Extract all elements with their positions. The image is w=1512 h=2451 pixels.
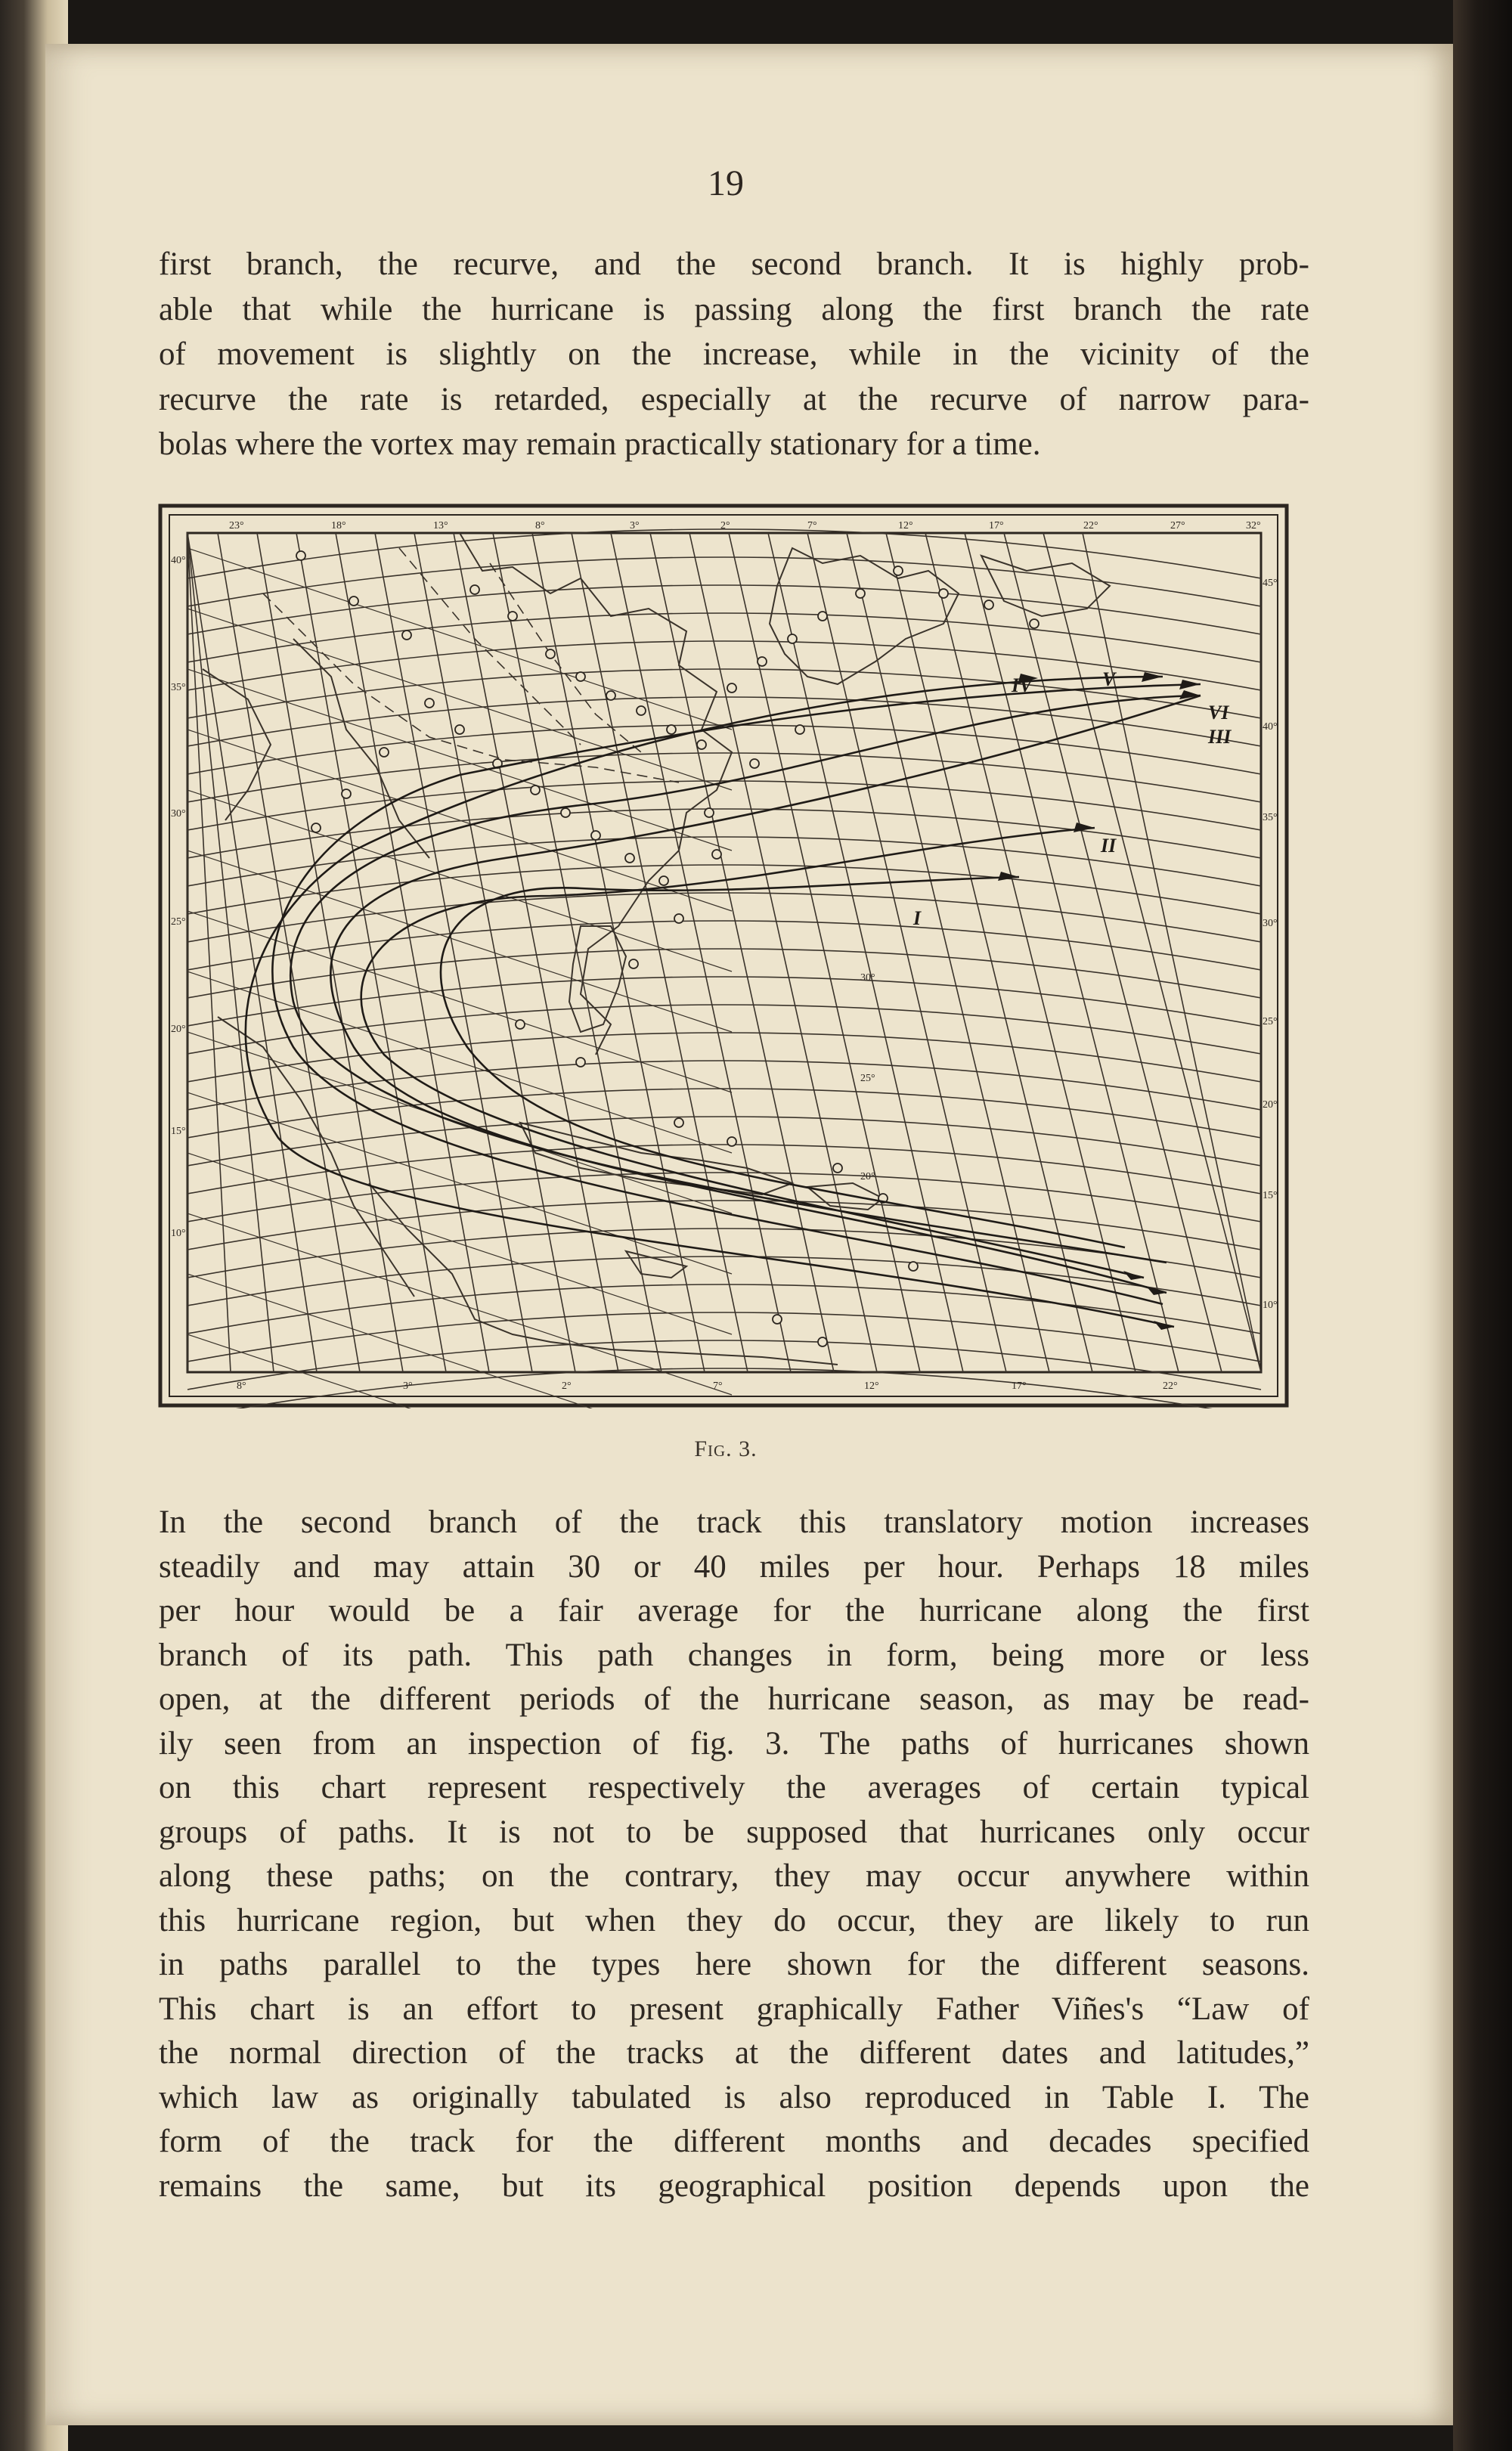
station-circle [939,589,948,598]
station-circle [402,631,411,640]
latitude-label: 30° [171,808,186,820]
text-line: on this chart represent respectively the averages of certain typical [159,1770,1309,1805]
station-circle [818,1337,827,1346]
latitude-label: 30° [1263,918,1278,929]
text-line: first branch, the recurve, and the second branch. It is highly prob- [159,246,1309,282]
text-line: the normal direction of the tracks at the different dates and latitudes,” [159,2035,1309,2071]
latitude-label: 15° [171,1126,186,1137]
hurricane-track-map [157,503,1290,1408]
longitude-label: 3° [403,1380,413,1392]
station-circle [727,1137,736,1146]
station-circle [674,914,683,923]
station-circle [667,725,676,734]
station-circle [894,566,903,575]
station-circle [561,808,570,817]
station-circle [705,808,714,817]
station-circle [576,1058,585,1067]
station-circle [1030,619,1039,628]
station-circle [833,1164,842,1173]
station-circle [591,831,600,840]
station-circle [349,596,358,606]
longitude-label: 7° [713,1380,723,1392]
station-circle [818,612,827,621]
latitude-label: 10° [1263,1300,1278,1311]
longitude-label: 8° [535,520,545,531]
station-circle [546,649,555,658]
track-label: III [1208,726,1232,748]
station-circle [342,789,351,798]
longitude-label: 22° [1083,520,1098,531]
station-circle [637,706,646,715]
longitude-label: 13° [433,520,448,531]
station-circle [629,959,638,968]
longitude-label: 2° [720,520,730,531]
station-circle [455,725,464,734]
station-circle [773,1315,782,1324]
station-circle [758,657,767,666]
text-line: remains the same, but its geographical position depends upon the [159,2167,1309,2204]
text-line: ily seen from an inspection of fig. 3. The paths of hurricanes shown [159,1725,1309,1762]
longitude-label: 8° [237,1380,246,1392]
longitude-label: 23° [229,520,244,531]
text-line: able that while the hurricane is passing along the first branch the rate [159,291,1309,327]
latitude-label: 40° [171,555,186,566]
track-label: II [1101,835,1117,857]
station-circle [576,672,585,681]
map-svg [157,503,1290,1408]
text-line: branch of its path. This path changes in form, being more or less [159,1637,1309,1673]
station-circle [788,634,797,643]
station-circle [727,683,736,693]
station-circle [531,785,540,795]
station-circle [516,1020,525,1029]
text-line: this hurricane region, but when they do occur, they are likely to run [159,1902,1309,1938]
left-latitude-labels [171,555,186,1239]
text-line: which law as originally tabulated is also reproduced in Table I. The [159,2079,1309,2115]
longitude-label: 3° [630,520,640,531]
latitude-label: 20° [171,1024,186,1035]
latitude-label: 35° [171,682,186,693]
book-binding [1453,0,1512,2451]
station-circle [909,1262,918,1271]
longitude-label: 7° [807,520,817,531]
station-circle [712,850,721,859]
longitude-label: 32° [1246,520,1261,531]
track-label: I [913,907,922,929]
station-circle [606,691,615,700]
longitude-label: 22° [1163,1380,1178,1392]
text-line: bolas where the vortex may remain practically stationary for a time. [159,426,1041,462]
figure-caption: Fig. 3. [694,1436,758,1461]
longitude-label: 12° [898,520,913,531]
latitude-label: 25° [860,1073,875,1084]
longitude-label: 18° [331,520,346,531]
station-circle [311,823,321,832]
longitude-label: 2° [562,1380,572,1392]
text-line: in paths parallel to the types here shown for the different seasons. [159,1947,1309,1982]
text-line: recurve the rate is retarded, especially at the recurve of narrow para- [159,381,1309,417]
longitude-label: 17° [1012,1380,1027,1392]
latitude-label: 15° [1263,1190,1278,1201]
station-circle [984,600,993,609]
station-circle [659,876,668,885]
latitude-label: 10° [171,1228,186,1239]
text-line: In the second branch of the track this translatory motion increases [159,1504,1309,1540]
map-plot-area [187,533,1261,1372]
longitude-label: 17° [989,520,1004,531]
station-circle [425,699,434,708]
longitude-label: 27° [1170,520,1185,531]
latitude-label: 20° [860,1171,875,1182]
paragraph-top [159,242,1309,467]
station-circle [697,740,706,749]
station-circle [625,854,634,863]
station-circle [470,585,479,594]
paragraph-bottom [159,1501,1309,2208]
text-line: per hour would be a fair average for the hurricane along the first [159,1593,1309,1628]
track-label: V [1102,668,1116,690]
text-line: groups of paths. It is not to be supposed that hurricanes only occur [159,1814,1309,1850]
page-number: 19 [708,163,744,203]
text-line: This chart is an effort to present graphically Father Viñes's “Law of [159,1991,1309,2027]
right-latitude-labels [1263,578,1278,1311]
latitude-label: 25° [171,916,186,928]
station-circle [750,759,759,768]
latitude-label: 20° [1263,1099,1278,1111]
station-circle [795,725,804,734]
latitude-label: 35° [1263,812,1278,823]
text-line: of movement is slightly on the increase, while in the vicinity of the [159,336,1309,372]
latitude-label: 25° [1263,1016,1278,1027]
text-line: along these paths; on the contrary, they may occur anywhere within [159,1858,1309,1894]
text-line: steadily and may attain 30 or 40 miles per hour. Perhaps 18 miles [159,1548,1309,1585]
latitude-label: 30° [860,972,875,984]
text-line: form of the track for the different months and decades specified [159,2124,1309,2159]
text-line: open, at the different periods of the hurricane season, as may be read- [159,1681,1309,1717]
track-label: IV [1012,674,1033,696]
station-circle [508,612,517,621]
station-circle [296,551,305,560]
station-circle [856,589,865,598]
track-label: VI [1208,702,1229,724]
latitude-label: 45° [1263,578,1278,589]
latitude-label: 40° [1263,721,1278,733]
station-circle [380,748,389,757]
station-circle [674,1118,683,1127]
longitude-label: 12° [864,1380,879,1392]
